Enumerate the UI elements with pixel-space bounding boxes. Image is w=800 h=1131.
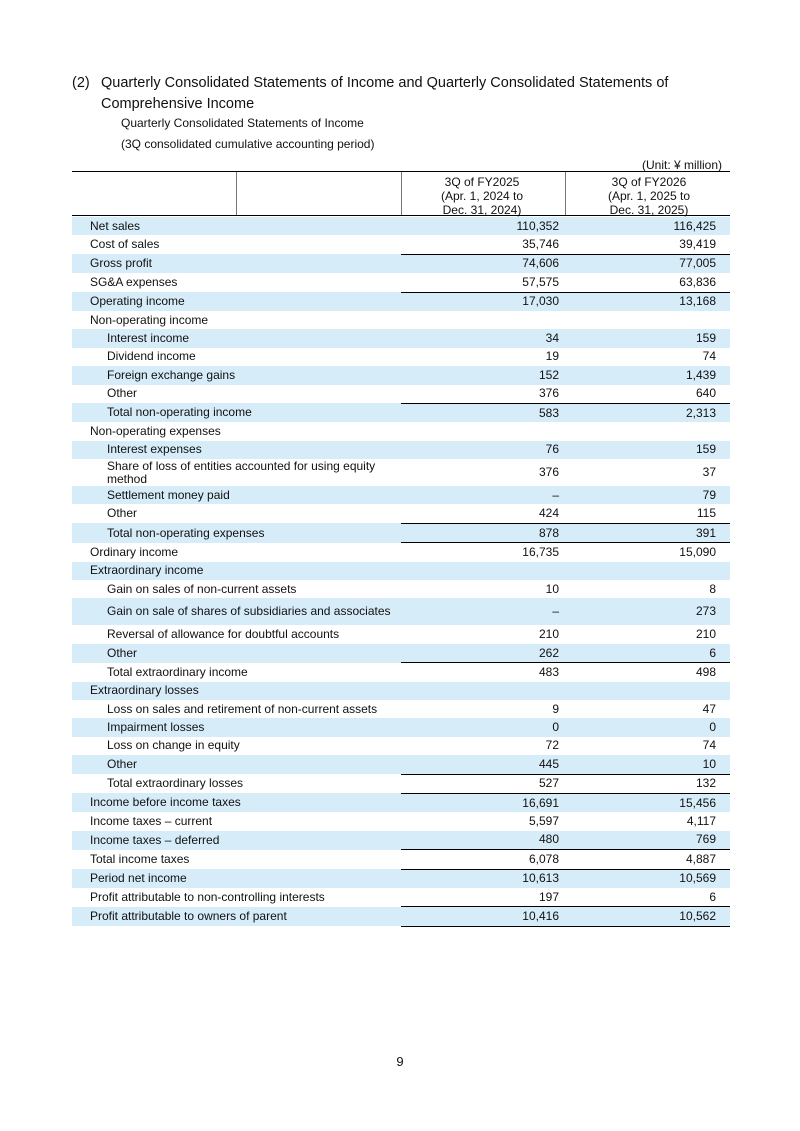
table-row: Other 445 10 <box>72 755 730 774</box>
table-row: Loss on change in equity 72 74 <box>107 738 716 753</box>
table-row: Profit attributable to owners of parent 10,416 10,562 <box>72 907 730 926</box>
table-row: Net sales 110,352 116,425 <box>72 217 730 235</box>
section-title: Quarterly Consolidated Statements of Income and Quarterly Consolidated Statements of Comprehensive Income <box>101 75 669 112</box>
table-row: Interest expenses 76 159 <box>72 441 730 459</box>
table-row: Total extraordinary income 483 498 <box>72 663 730 682</box>
column-header-fy2026: 3Q of FY2026 (Apr. 1, 2025 to Dec. 31, 2025) <box>607 175 691 217</box>
page-number: 9 <box>396 1054 404 1069</box>
table-row: Income taxes – deferred 480 769 <box>72 831 730 850</box>
table-row: Gross profit 74,606 77,005 <box>72 254 730 273</box>
table-row: Extraordinary income <box>72 562 730 580</box>
table-row: Other 424 115 <box>107 506 716 521</box>
table-row: Other 262 6 <box>72 644 730 663</box>
table-row: Reversal of allowance for doubtful accounts 210 210 <box>107 627 716 642</box>
statement-subtitle: Quarterly Consolidated Statements of Income <box>121 116 364 130</box>
table-row: Total non-operating income 583 2,313 <box>72 403 730 422</box>
table-row: Non-operating income <box>90 312 209 327</box>
table-row: Ordinary income 16,735 15,090 <box>72 543 730 562</box>
table-row: Total extraordinary losses 527 132 <box>72 774 730 793</box>
table-row: Period net income 10,613 10,569 <box>72 869 730 888</box>
section-number: (2) <box>72 75 90 91</box>
table-row: Dividend income 19 74 <box>107 349 716 364</box>
section-heading <box>72 73 712 115</box>
table-row: Foreign exchange gains 152 1,439 <box>72 366 730 384</box>
table-row: Share of loss of entities accounted for using equity method 376 37 <box>107 458 716 486</box>
table-row: Profit attributable to non-controlling interests 197 6 <box>90 889 716 904</box>
unit-label: (Unit: ¥ million) <box>641 158 722 172</box>
table-row: Other 376 640 <box>107 386 716 401</box>
income-statement-table <box>72 217 730 927</box>
period-note: (3Q consolidated cumulative accounting period) <box>121 137 375 151</box>
table-row: Income taxes – current 5,597 4,117 <box>90 814 716 829</box>
table-row: Income before income taxes 16,691 15,456 <box>72 793 730 812</box>
table-row: Total income taxes 6,078 4,887 <box>72 850 730 869</box>
table-row: Gain on sales of non-current assets 10 8 <box>107 581 716 596</box>
table-row: SG&A expenses 57,575 63,836 <box>90 274 716 290</box>
table-header <box>72 171 730 217</box>
table-row: Non-operating expenses <box>90 423 221 438</box>
table-row: Operating income 17,030 13,168 <box>72 292 730 311</box>
table-row: Gain on sale of shares of subsidiaries and associates – 273 <box>72 598 730 625</box>
column-header-fy2025: 3Q of FY2025 (Apr. 1, 2024 to Dec. 31, 2024) <box>440 175 524 217</box>
table-row: Settlement money paid – 79 <box>72 486 730 504</box>
table-row: Total non-operating expenses 878 391 <box>72 523 730 542</box>
table-row: Extraordinary losses <box>72 682 730 700</box>
table-row: Cost of sales 35,746 39,419 <box>90 237 716 252</box>
table-row: Interest income 34 159 <box>72 329 730 347</box>
table-row: Loss on sales and retirement of non-current assets 9 47 <box>107 701 716 716</box>
table-row: Impairment losses 0 0 <box>72 718 730 736</box>
